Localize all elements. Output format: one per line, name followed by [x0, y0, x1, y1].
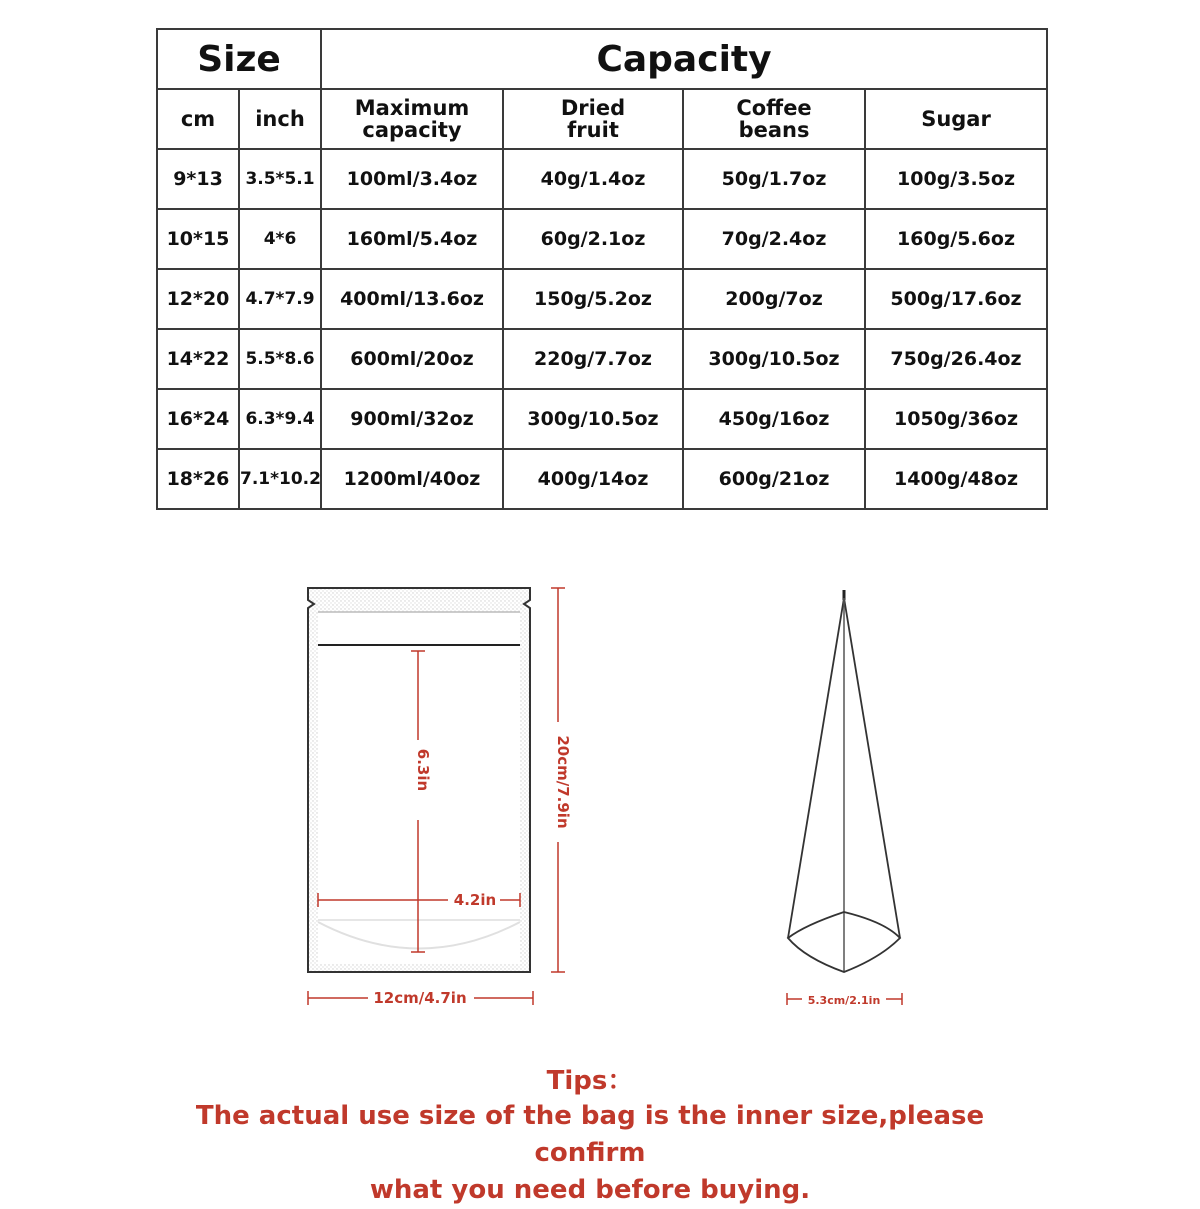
cell-dried: 300g/10.5oz: [503, 389, 683, 449]
outer-height-dimension: [551, 588, 572, 972]
cell-dried: 400g/14oz: [503, 449, 683, 509]
outer-width-label: 12cm/4.7in: [373, 989, 467, 1007]
cell-inch: 4*6: [239, 209, 321, 269]
cell-coffee: 200g/7oz: [683, 269, 865, 329]
cell-inch: 3.5*5.1: [239, 149, 321, 209]
col-dried-fruit-line1: Dried: [560, 96, 626, 120]
side-bag-outline: [788, 590, 900, 972]
cell-sugar: 100g/3.5oz: [865, 149, 1047, 209]
col-inch: inch: [239, 89, 321, 149]
capacity-header: Capacity: [321, 29, 1047, 89]
col-coffee-beans-line1: Coffee: [736, 96, 812, 120]
cell-max: 1200ml/40oz: [321, 449, 503, 509]
col-sugar: Sugar: [865, 89, 1047, 149]
cell-coffee: 50g/1.7oz: [683, 149, 865, 209]
col-maximum-capacity-line1: Maximum: [354, 96, 470, 120]
cell-sugar: 750g/26.4oz: [865, 329, 1047, 389]
inner-width-label: 4.2in: [453, 891, 497, 909]
size-header: Size: [157, 29, 321, 89]
tips-line-1: The actual use size of the bag is the inner size,please confirm: [195, 1101, 985, 1168]
cell-sugar: 500g/17.6oz: [865, 269, 1047, 329]
cell-cm: 16*24: [157, 389, 239, 449]
cell-cm: 10*15: [157, 209, 239, 269]
cell-inch: 5.5*8.6: [239, 329, 321, 389]
cell-dried: 150g/5.2oz: [503, 269, 683, 329]
cell-max: 400ml/13.6oz: [321, 269, 503, 329]
side-width-dimension: [787, 993, 902, 1007]
outer-width-dimension: [308, 989, 533, 1007]
cell-dried: 40g/1.4oz: [503, 149, 683, 209]
inner-height-label: 6.3in: [414, 748, 432, 792]
cell-sugar: 160g/5.6oz: [865, 209, 1047, 269]
outer-height-label: 20cm/7.9in: [554, 735, 572, 829]
cell-cm: 14*22: [157, 329, 239, 389]
tips-line-2: what you need before buying.: [369, 1175, 811, 1205]
cell-coffee: 70g/2.4oz: [683, 209, 865, 269]
cell-cm: 9*13: [157, 149, 239, 209]
tips-title: Tips：: [546, 1066, 634, 1096]
cell-max: 600ml/20oz: [321, 329, 503, 389]
cell-coffee: 300g/10.5oz: [683, 329, 865, 389]
col-coffee-beans-line2: beans: [738, 118, 810, 142]
cell-dried: 60g/2.1oz: [503, 209, 683, 269]
cell-cm: 12*20: [157, 269, 239, 329]
cell-inch: 6.3*9.4: [239, 389, 321, 449]
cell-max: 160ml/5.4oz: [321, 209, 503, 269]
cell-max: 100ml/3.4oz: [321, 149, 503, 209]
cell-cm: 18*26: [157, 449, 239, 509]
cell-inch: 7.1*10.2: [239, 449, 321, 509]
side-width-label: 5.3cm/2.1in: [807, 994, 881, 1007]
cell-inch: 4.7*7.9: [239, 269, 321, 329]
cell-max: 900ml/32oz: [321, 389, 503, 449]
col-maximum-capacity-line2: capacity: [362, 118, 462, 142]
col-dried-fruit-line2: fruit: [567, 118, 619, 142]
col-cm: cm: [157, 89, 239, 149]
cell-dried: 220g/7.7oz: [503, 329, 683, 389]
cell-coffee: 600g/21oz: [683, 449, 865, 509]
tips-body: [150, 1098, 1030, 1209]
cell-coffee: 450g/16oz: [683, 389, 865, 449]
cell-sugar: 1050g/36oz: [865, 389, 1047, 449]
cell-sugar: 1400g/48oz: [865, 449, 1047, 509]
